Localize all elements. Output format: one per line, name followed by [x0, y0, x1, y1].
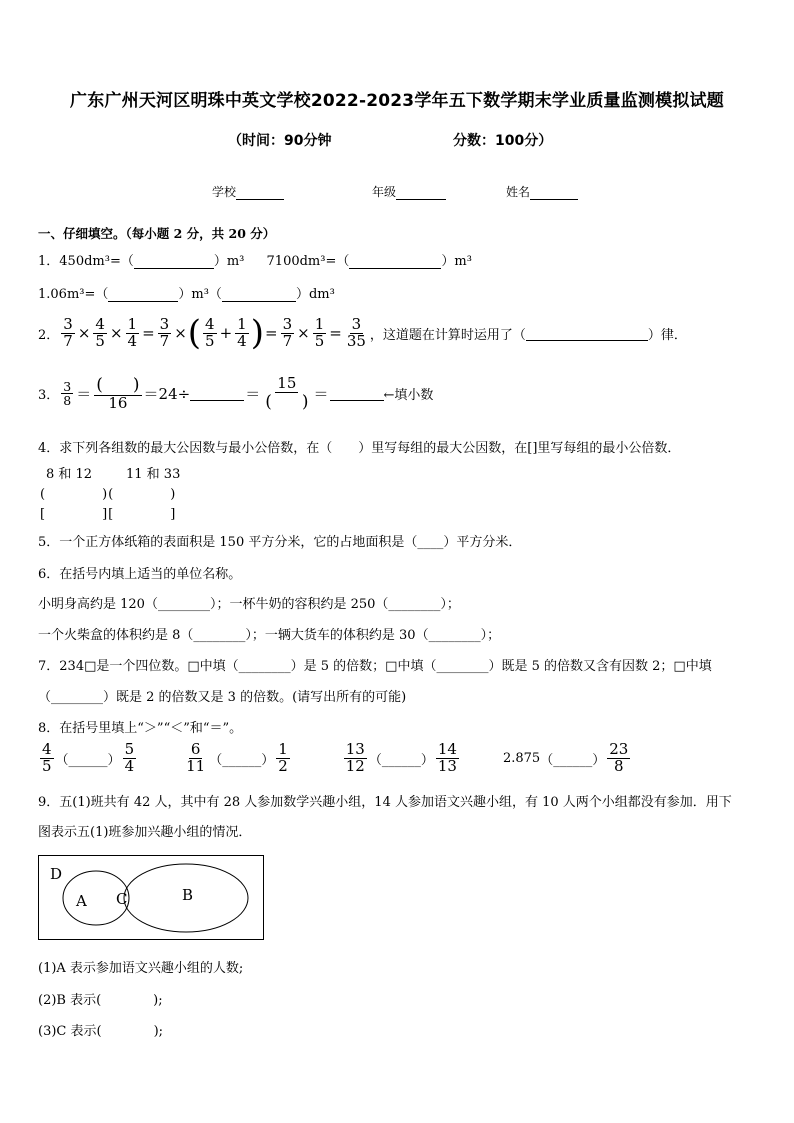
venn-label-d: D	[50, 865, 63, 883]
compare-blank[interactable]: （______）	[209, 752, 275, 768]
question-4: 4．求下列各组数的最大公因数与最小公倍数，在（ ）里写每组的最大公因数，在[]里写每组的最小公倍数．	[38, 441, 681, 456]
school-field[interactable]	[212, 183, 284, 200]
fraction: $\frac{6}{11}$	[186, 740, 206, 775]
gcf-blanks[interactable]: ( )( )	[40, 487, 177, 502]
score-label: 分数：100分）	[453, 133, 553, 149]
fraction[interactable]: $\frac{( )}{16}$	[96, 375, 140, 412]
answer-blank[interactable]	[134, 268, 214, 269]
name-field[interactable]	[506, 183, 578, 200]
question-1-line-2: 1.06m³=（ ）m³（ ）dm³	[38, 287, 335, 302]
lcm-blanks[interactable]: [ ][ ]	[40, 507, 177, 522]
question-1-line-1: 1．450dm³=（ ）m³ 7100dm³=（ ）m³	[38, 254, 472, 269]
fraction: $\frac{1}{5}$	[314, 314, 325, 350]
fraction: $\frac{3}{8}$	[63, 379, 72, 409]
section-heading: 一、仔细填空。（每小题 2 分，共 20 分）	[38, 226, 276, 241]
fraction: $\frac{13}{12}$	[345, 740, 365, 775]
fraction: $\frac{1}{2}$	[278, 740, 288, 775]
answer-blank[interactable]	[526, 326, 648, 341]
question-9-line-1: 9．五(1)班共有 42 人，其中有 28 人参加数学兴趣小组，14 人参加语文兴趣小组，有 10 人两个小组都没有参加．用下	[38, 795, 732, 810]
fraction: $\frac{3}{7}$	[63, 314, 73, 350]
answer-blank[interactable]	[222, 301, 296, 302]
question-7-line-1: 7．234□是一个四位数。□中填（________）是 5 的倍数；□中填（________）既是 5 的倍数又含有因数 2；□中填	[38, 659, 712, 674]
question-8: 8．在括号里填上“＞”“＜”和“＝”。	[38, 721, 243, 736]
fraction: $\frac{3}{7}$	[159, 314, 170, 350]
venn-label-a: A	[76, 892, 87, 910]
document-title: 广东广州天河区明珠中英文学校2022-2023学年五下数学期末学业质量监测模拟试题	[70, 91, 724, 111]
pair-2: 11 和 33	[126, 467, 181, 482]
venn-label-c: C	[116, 890, 128, 908]
time-label: （时间：90分钟	[228, 133, 332, 149]
answer-blank[interactable]	[108, 301, 178, 302]
name-label: 姓名	[506, 185, 531, 199]
fraction: $\frac{3}{7}$	[282, 314, 293, 350]
answer-blank[interactable]	[190, 386, 244, 401]
fraction[interactable]: $\frac{15}{( )}$	[265, 374, 309, 412]
compare-blank[interactable]: （______）	[55, 752, 121, 768]
answer-blank[interactable]	[330, 386, 384, 401]
school-label: 学校	[212, 185, 237, 199]
fraction: $\frac{14}{13}$	[437, 740, 457, 775]
question-3: 3． $\frac{3}{8}$ ＝ $\frac{( )}{16}$ ＝24÷ ＝ $\frac{15}{( )}$ ＝ ←填小数	[38, 374, 434, 412]
compare-blank[interactable]: （______）	[540, 752, 606, 768]
fraction: $\frac{4}{5}$	[205, 314, 215, 350]
venn-diagram	[38, 855, 266, 941]
fraction: $\frac{3}{35}$	[346, 314, 366, 350]
answer-blank[interactable]	[349, 268, 441, 269]
venn-boundary	[39, 856, 264, 940]
fraction: $\frac{4}{5}$	[95, 314, 105, 350]
question-7-line-2: （________）既是 2 的倍数又是 3 的倍数。(请写出所有的可能)	[38, 690, 407, 705]
fraction: $\frac{4}{5}$	[42, 740, 52, 775]
grade-field[interactable]	[372, 183, 446, 200]
question-6-line-2: 一个火柴盒的体积约是 8（________）；一辆大货车的体积约是 30（________）；	[38, 628, 501, 643]
decimal-value: 2.875	[502, 750, 541, 766]
question-2: 2． $\frac{3}{7}$ × $\frac{4}{5}$ × $\frac{1}{4}$ = $\frac{3}{7}$ × ( $\frac{4}{5}$ + $\frac{1}{4}$ ) = $\frac{3}{7}$ × $\frac{1}{5}$ = $\frac{3}{35}$ ，这道题在计算时运用了（ ）律．	[38, 313, 687, 353]
question-5: 5．一个正方体纸箱的表面积是 150 平方分米，它的占地面积是（____）平方分米．	[38, 535, 522, 550]
question-9-line-2: 图表示五(1)班参加兴趣小组的情况．	[38, 825, 252, 840]
question-6: 6．在括号内填上适当的单位名称。	[38, 567, 242, 582]
fraction: $\frac{1}{4}$	[127, 314, 138, 350]
fraction: $\frac{1}{4}$	[237, 314, 247, 350]
question-6-line-1: 小明身高约是 120（________）；一杯牛奶的容积约是 250（________）；	[38, 597, 460, 612]
fraction: $\frac{5}{4}$	[124, 740, 135, 775]
compare-blank[interactable]: （______）	[368, 752, 434, 768]
question-9-sub-2[interactable]: (2)B 表示( );	[38, 993, 163, 1008]
question-9-sub-1: (1)A 表示参加语文兴趣小组的人数;	[38, 961, 244, 976]
fraction: $\frac{23}{8}$	[609, 740, 629, 775]
question-8-comparisons	[38, 742, 632, 775]
venn-label-b: B	[182, 886, 194, 904]
question-9-sub-3[interactable]: (3)C 表示( );	[38, 1024, 164, 1039]
pair-1: 8 和 12	[46, 467, 93, 482]
grade-label: 年级	[372, 185, 397, 199]
